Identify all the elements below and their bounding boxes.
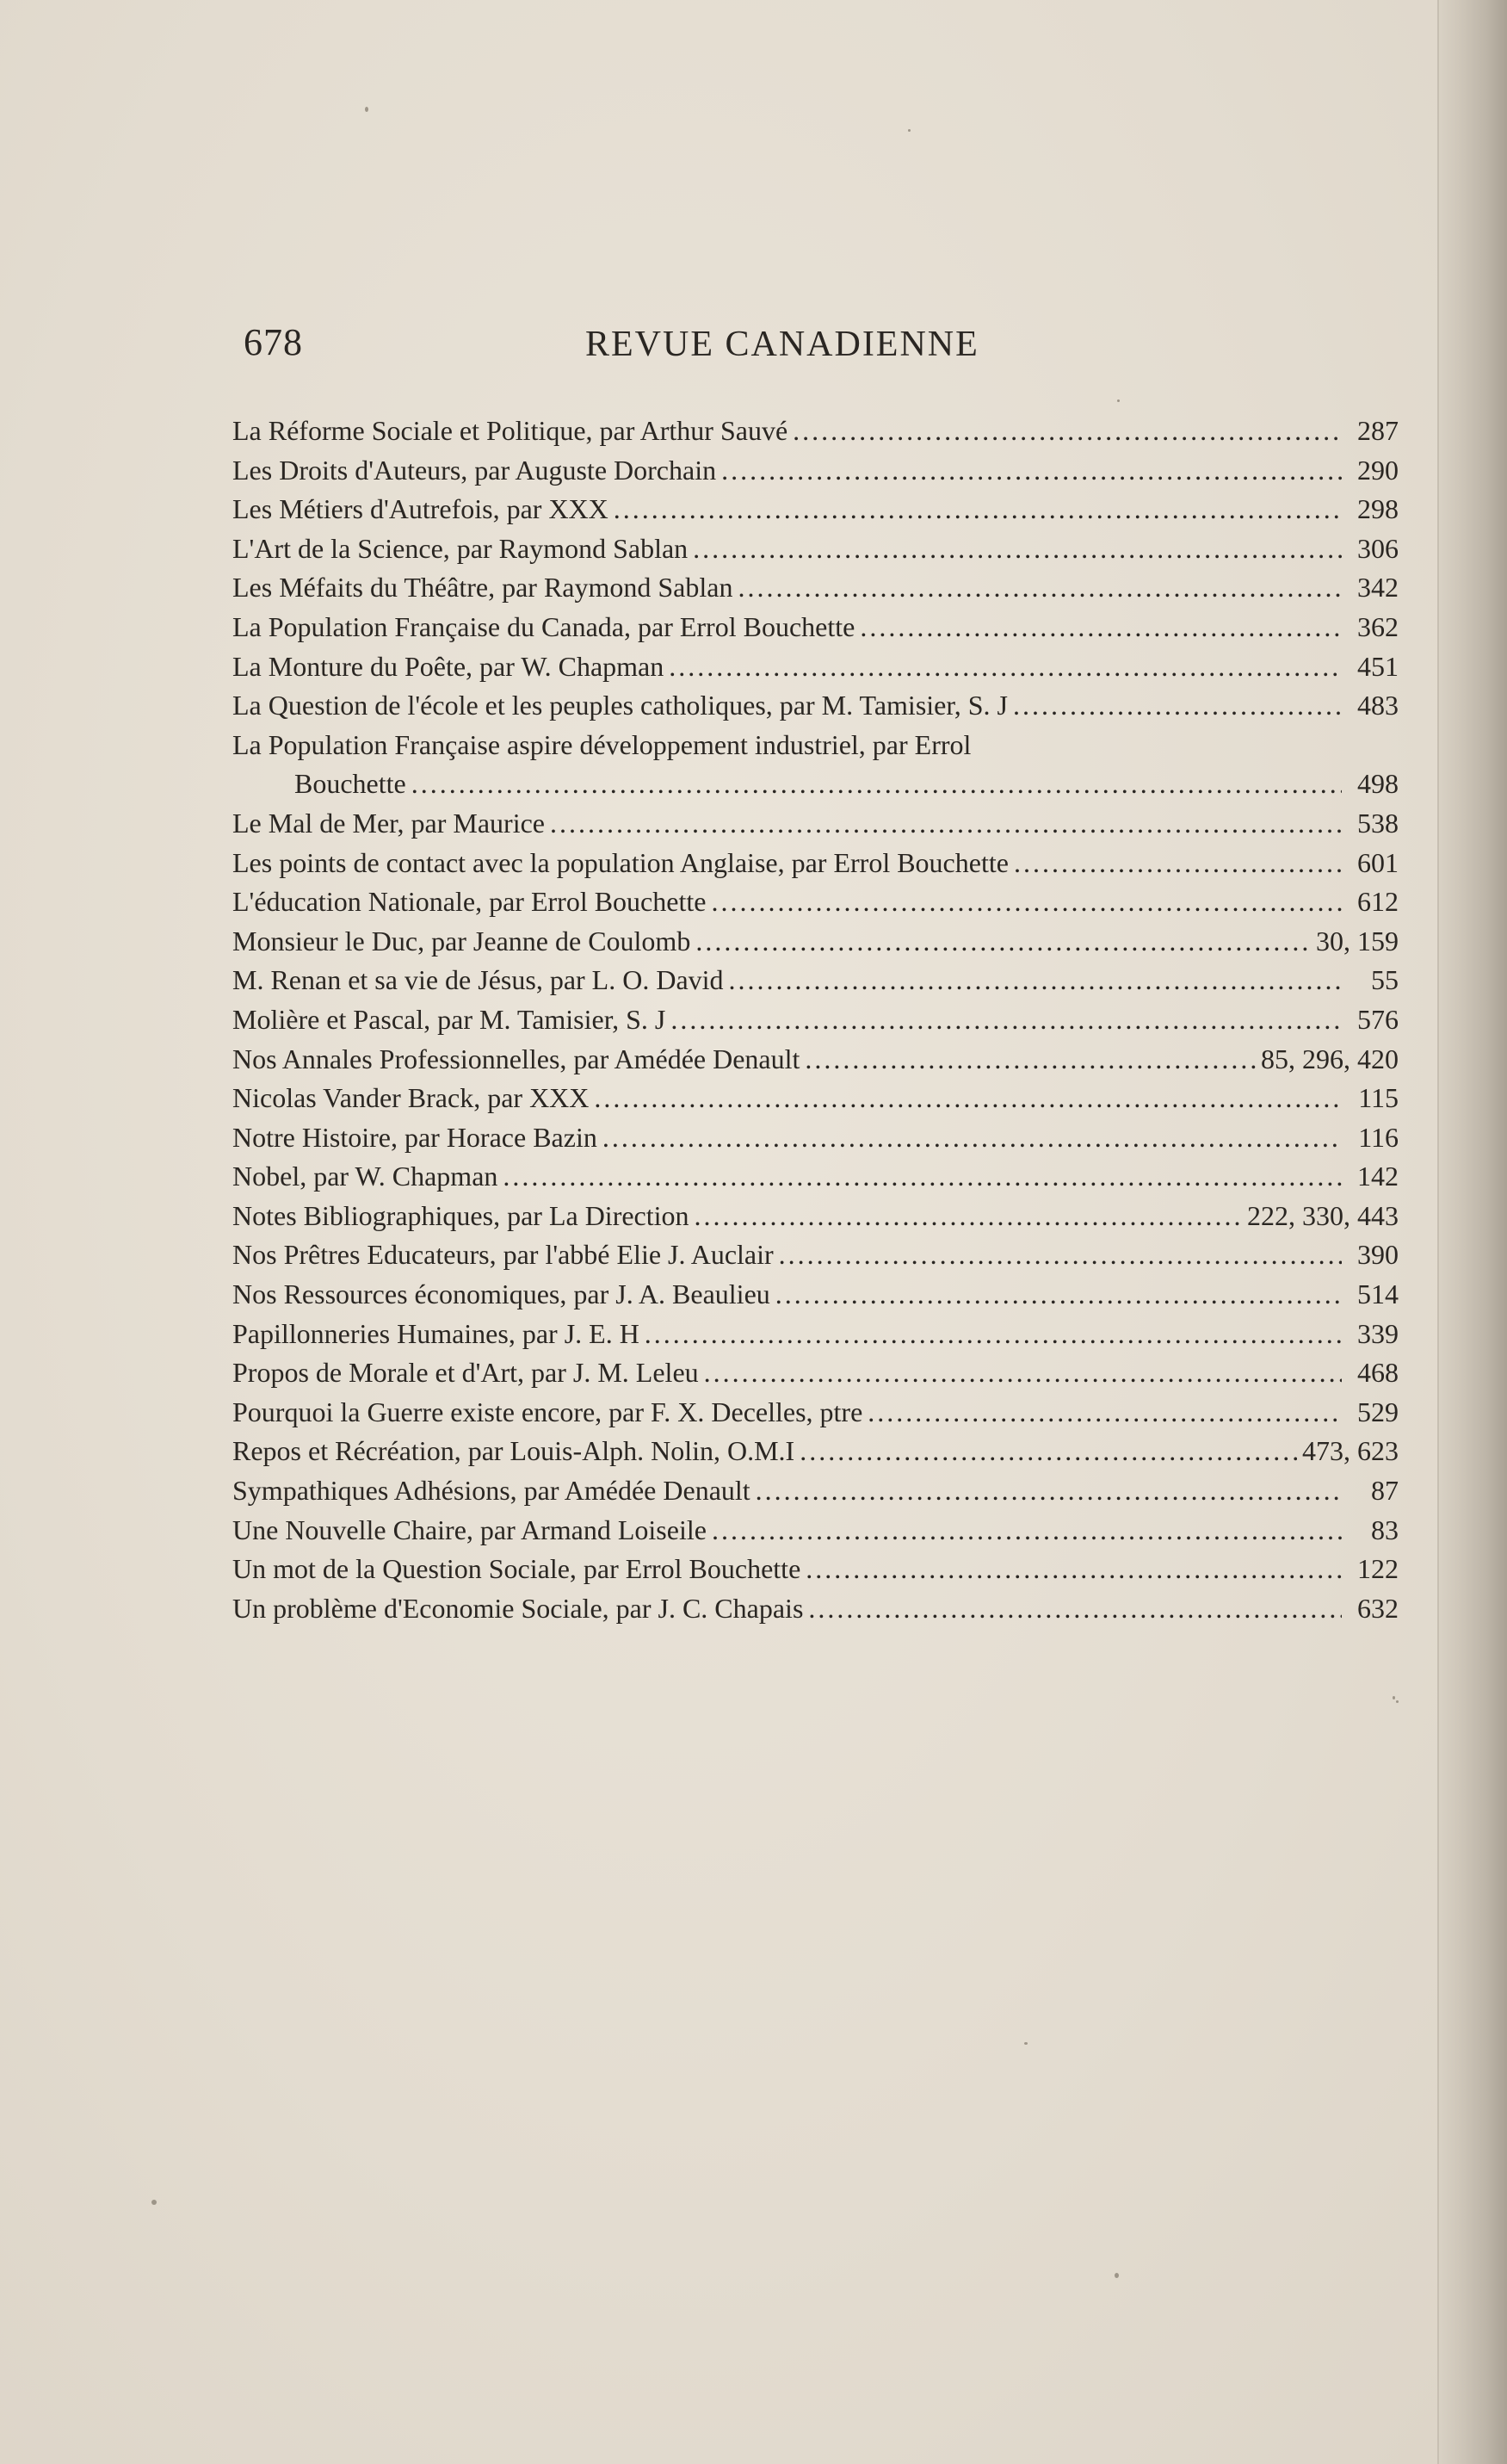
dot-leader <box>738 568 1342 608</box>
toc-entry-pages: 142 <box>1357 1161 1399 1192</box>
dot-leader <box>721 451 1342 491</box>
toc-entry-title: Un problème d'Economie Sociale, par J. C. Chapais <box>232 1592 804 1624</box>
page-number: 678 <box>244 321 303 363</box>
toc-entry <box>232 1000 1399 1040</box>
dot-leader <box>550 804 1342 844</box>
toc-entry <box>232 412 1399 451</box>
dot-leader <box>860 608 1342 647</box>
toc-entry-pages: 514 <box>1357 1278 1399 1310</box>
toc-entry <box>232 1432 1399 1471</box>
toc-entry-title: Pourquoi la Guerre existe encore, par F. X. Decelles, ptre <box>232 1396 863 1427</box>
toc-entry-title: Repos et Récréation, par Louis-Alph. Nolin, O.M.I <box>232 1435 795 1467</box>
paper-speck <box>908 129 911 132</box>
toc-entry-pages: 612 <box>1357 886 1399 918</box>
toc-entry <box>232 1235 1399 1275</box>
toc-entry <box>232 1275 1399 1315</box>
toc-entry-pages: 538 <box>1357 807 1399 839</box>
dot-leader <box>503 1157 1342 1197</box>
toc-entry-pages: 290 <box>1357 454 1399 486</box>
toc-entry-title: La Population Française aspire développement industriel, par Errol <box>232 728 972 760</box>
toc-entry <box>232 922 1399 962</box>
toc-entry-pages: 222, 330, 443 <box>1247 1199 1399 1231</box>
toc-entry-title: Nicolas Vander Brack, par XXX <box>232 1082 590 1114</box>
toc-entry-pages: 87 <box>1371 1475 1399 1507</box>
toc-entry-title: La Population Française du Canada, par Errol Bouchette <box>232 610 855 642</box>
dot-leader <box>670 1000 1342 1040</box>
paper-speck <box>1115 2273 1119 2278</box>
dot-leader <box>645 1315 1342 1354</box>
toc-entry <box>232 1511 1399 1551</box>
toc-entry-pages: 468 <box>1357 1357 1399 1389</box>
dot-leader <box>711 882 1342 922</box>
toc-entry-title: Les Métiers d'Autrefois, par XXX <box>232 493 608 525</box>
toc-entry-title: Une Nouvelle Chaire, par Armand Loiseile <box>232 1514 707 1545</box>
toc-entry-title: Les Méfaits du Théâtre, par Raymond Sablan <box>232 572 733 604</box>
paper-speck <box>1396 1700 1399 1703</box>
toc-entry-pages: 287 <box>1357 415 1399 446</box>
dot-leader <box>704 1353 1342 1393</box>
table-of-contents <box>232 412 1399 1628</box>
dot-leader <box>712 1511 1342 1551</box>
toc-entry-pages: 55 <box>1371 964 1399 996</box>
toc-entry <box>232 726 1399 804</box>
toc-entry <box>232 844 1399 883</box>
dot-leader <box>793 412 1342 451</box>
toc-entry-pages: 362 <box>1357 610 1399 642</box>
toc-entry-pages: 342 <box>1357 572 1399 604</box>
dot-leader <box>729 961 1342 1000</box>
dot-leader <box>756 1471 1342 1511</box>
toc-entry-title: M. Renan et sa vie de Jésus, par L. O. David <box>232 964 724 996</box>
dot-leader <box>1014 844 1342 883</box>
dot-leader <box>411 765 1342 804</box>
toc-entry-pages: 115 <box>1358 1082 1399 1114</box>
toc-entry <box>232 608 1399 647</box>
toc-entry-pages: 576 <box>1357 1003 1399 1035</box>
toc-entry-title: L'éducation Nationale, par Errol Bouchette <box>232 886 707 918</box>
toc-entry <box>232 1118 1399 1158</box>
toc-entry <box>232 804 1399 844</box>
toc-entry <box>232 1157 1399 1197</box>
dot-leader <box>800 1432 1297 1471</box>
toc-entry-title: Les points de contact avec la population Anglaise, par Errol Bouchette <box>232 846 1009 878</box>
toc-entry-pages: 298 <box>1357 493 1399 525</box>
toc-entry <box>232 1197 1399 1236</box>
paper-speck <box>1117 399 1120 402</box>
toc-entry-title: Propos de Morale et d'Art, par J. M. Leleu <box>232 1357 699 1389</box>
dot-leader <box>693 529 1342 569</box>
toc-entry-pages: 529 <box>1357 1396 1399 1427</box>
toc-entry-pages: 306 <box>1357 532 1399 564</box>
book-spine-shadow <box>1438 0 1507 2464</box>
paper-speck <box>1024 2042 1028 2045</box>
dot-leader <box>779 1235 1342 1275</box>
toc-entry-title: L'Art de la Science, par Raymond Sablan <box>232 532 689 564</box>
toc-entry-pages: 339 <box>1357 1317 1399 1349</box>
toc-entry <box>232 647 1399 687</box>
toc-entry-title: Nos Annales Professionnelles, par Amédée Denault <box>232 1043 800 1074</box>
toc-entry-title: Monsieur le Duc, par Jeanne de Coulomb <box>232 925 691 957</box>
dot-leader <box>695 1197 1242 1236</box>
dot-leader <box>602 1118 1342 1158</box>
dot-leader <box>669 647 1342 687</box>
dot-leader <box>868 1393 1342 1433</box>
dot-leader <box>695 922 1311 962</box>
toc-entry-title: La Question de l'école et les peuples catholiques, par M. Tamisier, S. J <box>232 690 1008 721</box>
toc-entry <box>232 1393 1399 1433</box>
toc-entry-pages: 85, 296, 420 <box>1261 1043 1399 1074</box>
toc-entry-title: Papillonneries Humaines, par J. E. H <box>232 1317 639 1349</box>
toc-entry-pages: 483 <box>1357 690 1399 721</box>
toc-entry <box>232 1589 1399 1629</box>
toc-entry <box>232 1315 1399 1354</box>
toc-entry-pages: 30, 159 <box>1316 925 1399 957</box>
paper-speck <box>151 2200 157 2205</box>
toc-entry <box>232 1471 1399 1511</box>
toc-entry-pages: 473, 623 <box>1302 1435 1399 1467</box>
toc-entry <box>232 1353 1399 1393</box>
toc-entry-pages: 116 <box>1358 1121 1399 1153</box>
toc-entry-title: Nobel, par W. Chapman <box>232 1161 498 1192</box>
toc-entry-title: Notes Bibliographiques, par La Direction <box>232 1199 689 1231</box>
toc-entry-title: Sympathiques Adhésions, par Amédée Denault <box>232 1475 750 1507</box>
dot-leader <box>805 1040 1256 1080</box>
dot-leader <box>775 1275 1342 1315</box>
dot-leader <box>808 1589 1342 1629</box>
dot-leader <box>594 1079 1342 1118</box>
toc-entry <box>232 1040 1399 1080</box>
toc-entry-title: Les Droits d'Auteurs, par Auguste Dorchain <box>232 454 717 486</box>
toc-entry <box>232 529 1399 569</box>
toc-entry <box>232 451 1399 491</box>
toc-entry-title: Un mot de la Question Sociale, par Errol Bouchette <box>232 1553 801 1585</box>
toc-entry-pages: 632 <box>1357 1592 1399 1624</box>
dot-leader <box>1013 686 1342 726</box>
toc-entry <box>232 1079 1399 1118</box>
toc-entry-title: Nos Ressources économiques, par J. A. Beaulieu <box>232 1278 770 1310</box>
toc-entry-title: Notre Histoire, par Horace Bazin <box>232 1121 597 1153</box>
toc-entry-pages: 83 <box>1371 1514 1399 1545</box>
toc-entry-pages: 601 <box>1357 846 1399 878</box>
toc-entry-pages: 390 <box>1357 1239 1399 1271</box>
dot-leader <box>806 1550 1342 1589</box>
paper-speck <box>365 107 368 112</box>
toc-entry-pages: 451 <box>1357 650 1399 682</box>
toc-entry-title: La Réforme Sociale et Politique, par Arthur Sauvé <box>232 415 788 446</box>
toc-entry <box>232 490 1399 529</box>
toc-entry <box>232 882 1399 922</box>
paper-speck <box>1393 1696 1395 1699</box>
toc-entry-title: Nos Prêtres Educateurs, par l'abbé Elie J. Auclair <box>232 1239 774 1271</box>
page-edge-line <box>1437 0 1439 2464</box>
toc-entry-pages: 122 <box>1357 1553 1399 1585</box>
toc-entry-title: La Monture du Poête, par W. Chapman <box>232 650 664 682</box>
page-header <box>244 320 1397 372</box>
toc-entry <box>232 961 1399 1000</box>
toc-entry-pages: 498 <box>1357 768 1399 800</box>
dot-leader <box>614 490 1342 529</box>
toc-entry <box>232 568 1399 608</box>
toc-entry <box>232 686 1399 726</box>
toc-entry-title: Molière et Pascal, par M. Tamisier, S. J <box>232 1003 666 1035</box>
toc-entry-title: Le Mal de Mer, par Maurice <box>232 807 545 839</box>
running-title: REVUE CANADIENNE <box>585 325 979 364</box>
toc-entry <box>232 1550 1399 1589</box>
toc-entry-title-continued: Bouchette <box>294 768 406 800</box>
